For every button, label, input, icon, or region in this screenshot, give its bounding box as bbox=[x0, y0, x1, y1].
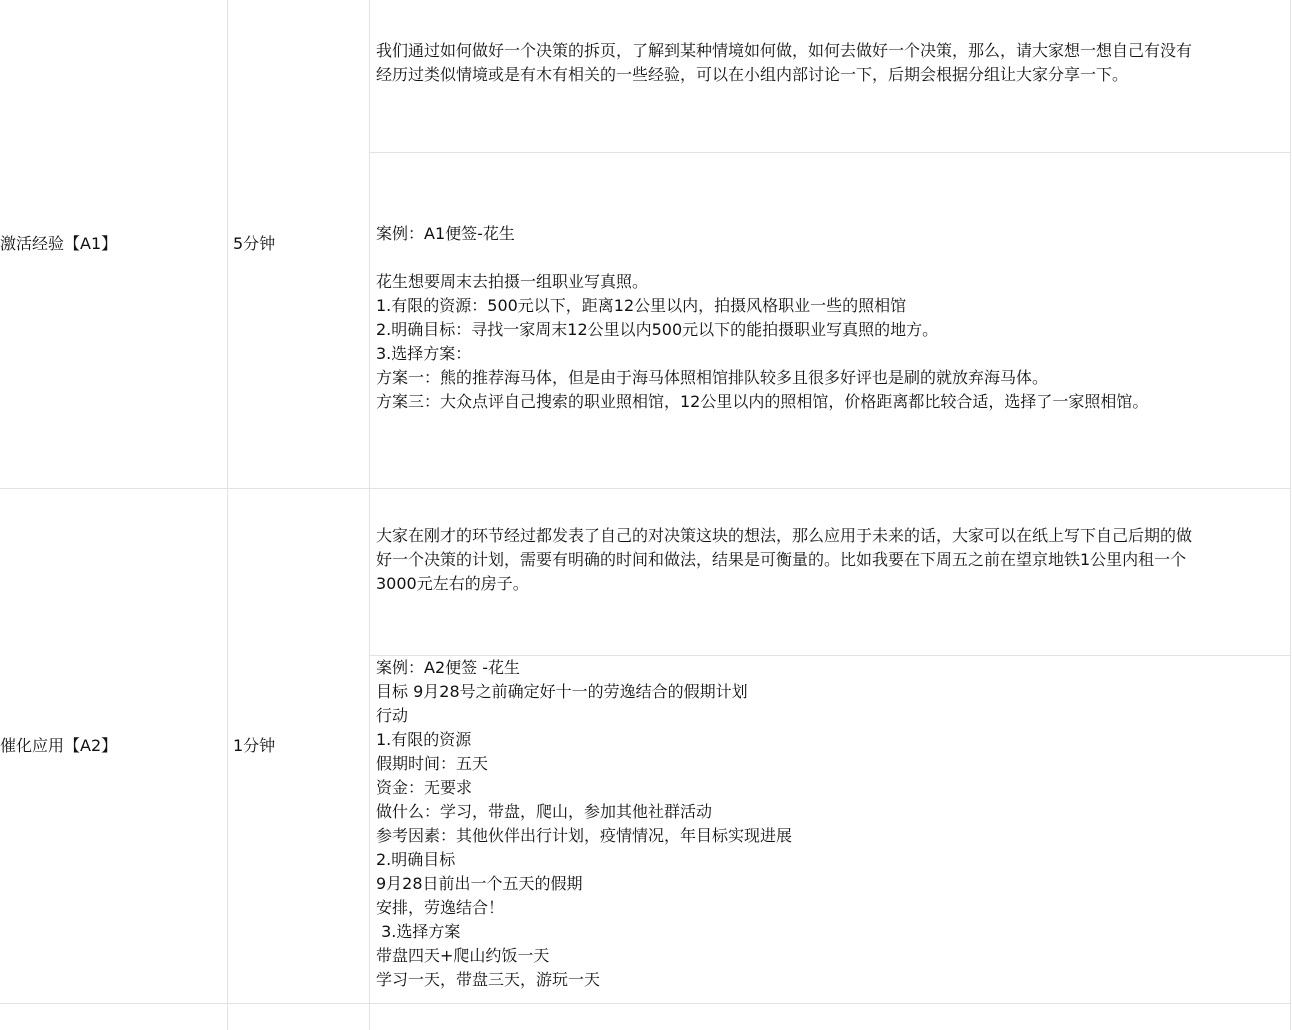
text-line: 学习一天，带盘三天，游玩一天 bbox=[376, 970, 601, 989]
text-line: 带盘四天+爬山约饭一天 bbox=[376, 946, 550, 965]
text-line: 目标 9月28号之前确定好十一的劳逸结合的假期计划 bbox=[376, 682, 748, 701]
blank-line bbox=[376, 246, 1286, 270]
intro-text bbox=[376, 524, 1286, 596]
intro-text bbox=[376, 39, 1286, 87]
stage-cell: 激活经验【A1】 bbox=[0, 234, 118, 253]
text-line: 安排，劳逸结合！ bbox=[376, 898, 505, 917]
case-title: 案例：A1便签-花生 bbox=[376, 224, 515, 243]
row-divider bbox=[0, 1003, 1290, 1004]
stage-cell: 催化应用【A2】 bbox=[0, 736, 118, 755]
text-line: 方案三：大众点评自己搜索的职业照相馆，12公里以内的照相馆，价格距离都比较合适，选择了一家照相馆。 bbox=[376, 392, 1149, 411]
text-line: 2.明确目标 bbox=[376, 850, 456, 869]
row-divider bbox=[0, 488, 1290, 489]
row-divider bbox=[370, 152, 1290, 153]
text-line: 我们通过如何做好一个决策的拆页，了解到某种情境如何做，如何去做好一个决策，那么，请大家想一想自己有没有 bbox=[376, 41, 1193, 60]
text-line: 3000元左右的房子。 bbox=[376, 574, 529, 593]
text-line: 1.有限的资源：500元以下，距离12公里以内，拍摄风格职业一些的照相馆 bbox=[376, 296, 907, 315]
column-divider bbox=[369, 0, 370, 1030]
text-line: 好一个决策的计划，需要有明确的时间和做法，结果是可衡量的。比如我要在下周五之前在望京地铁1公里内租一个 bbox=[376, 550, 1187, 569]
text-line: 经历过类似情境或是有木有相关的一些经验，可以在小组内部讨论一下，后期会根据分组让大家分享一下。 bbox=[376, 65, 1129, 84]
text-line: 3.选择方案 bbox=[376, 922, 461, 941]
text-line: 大家在刚才的环节经过都发表了自己的对决策这块的想法，那么应用于未来的话，大家可以在纸上写下自己后期的做 bbox=[376, 526, 1193, 545]
text-line: 做什么：学习，带盘，爬山，参加其他社群活动 bbox=[376, 802, 713, 821]
case-text bbox=[376, 222, 1286, 414]
text-line: 方案一：熊的推荐海马体，但是由于海马体照相馆排队较多且很多好评也是刷的就放弃海马体。 bbox=[376, 368, 1049, 387]
text-line: 9月28日前出一个五天的假期 bbox=[376, 874, 583, 893]
column-divider bbox=[1290, 0, 1291, 1030]
column-divider bbox=[227, 0, 228, 1030]
text-line: 1.有限的资源 bbox=[376, 730, 472, 749]
case-text bbox=[376, 656, 1286, 992]
duration-cell: 5分钟 bbox=[233, 234, 276, 253]
duration-cell: 1分钟 bbox=[233, 736, 276, 755]
text-line: 行动 bbox=[376, 706, 409, 725]
text-line: 假期时间：五天 bbox=[376, 754, 489, 773]
text-line: 资金：无要求 bbox=[376, 778, 473, 797]
text-line: 参考因素：其他伙伴出行计划，疫情情况，年目标实现进展 bbox=[376, 826, 793, 845]
text-line: 3.选择方案： bbox=[376, 344, 472, 363]
text-line: 案例：A2便签 -花生 bbox=[376, 658, 520, 677]
text-line: 2.明确目标：寻找一家周末12公里以内500元以下的能拍摄职业写真照的地方。 bbox=[376, 320, 939, 339]
text-line: 花生想要周末去拍摄一组职业写真照。 bbox=[376, 272, 649, 291]
